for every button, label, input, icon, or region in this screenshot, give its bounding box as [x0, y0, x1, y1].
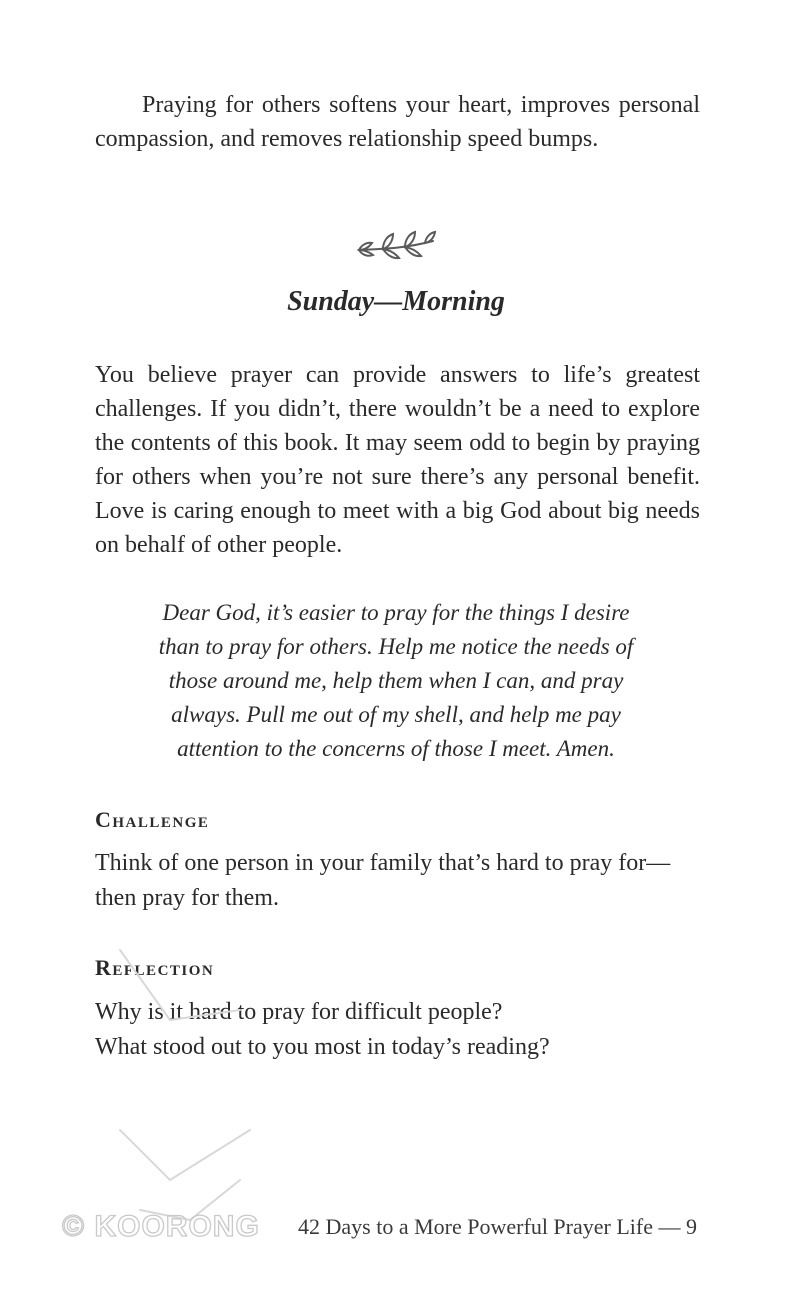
prayer-line: attention to the concerns of those I meet. Amen.	[177, 736, 615, 761]
watermark-text: © KOORONG	[62, 1210, 260, 1243]
prayer-block	[130, 596, 662, 766]
reflection-question: What stood out to you most in today’s reading?	[95, 1034, 550, 1060]
challenge-heading: Challenge	[95, 807, 210, 832]
reflection-question: Why is it hard to pray for difficult people?	[95, 999, 503, 1025]
leaf-sprig-ornament-icon	[353, 228, 439, 268]
watermark-swoosh-icon	[100, 930, 270, 1230]
intro-paragraph	[95, 88, 700, 156]
body-paragraph: You believe prayer can provide answers to life’s greatest challenges. If you didn’t, there wouldn’t be a need to explore the contents of this book. It may seem odd to begin by praying for others when you’re not sure there’s any personal benefit. Love is caring enough to meet with a big God about big needs on behalf of other people.	[95, 362, 700, 558]
prayer-line: always. Pull me out of my shell, and help me pay	[171, 702, 621, 727]
prayer-line: than to pray for others. Help me notice the needs of	[158, 634, 634, 659]
challenge-text: Think of one person in your family that’s hard to pray for—then pray for them.	[95, 850, 671, 911]
intro-text: Praying for others softens your heart, improves personal compassion, and removes relationship speed bumps.	[95, 92, 700, 152]
reflection-heading: Reflection	[95, 955, 215, 980]
prayer-line: those around me, help them when I can, and pray	[168, 668, 624, 693]
page-footer: 42 Days to a More Powerful Prayer Life — 9	[298, 1214, 697, 1239]
section-title: Sunday—Morning	[287, 286, 505, 317]
prayer-line: Dear God, it’s easier to pray for the things I desire	[162, 600, 630, 625]
